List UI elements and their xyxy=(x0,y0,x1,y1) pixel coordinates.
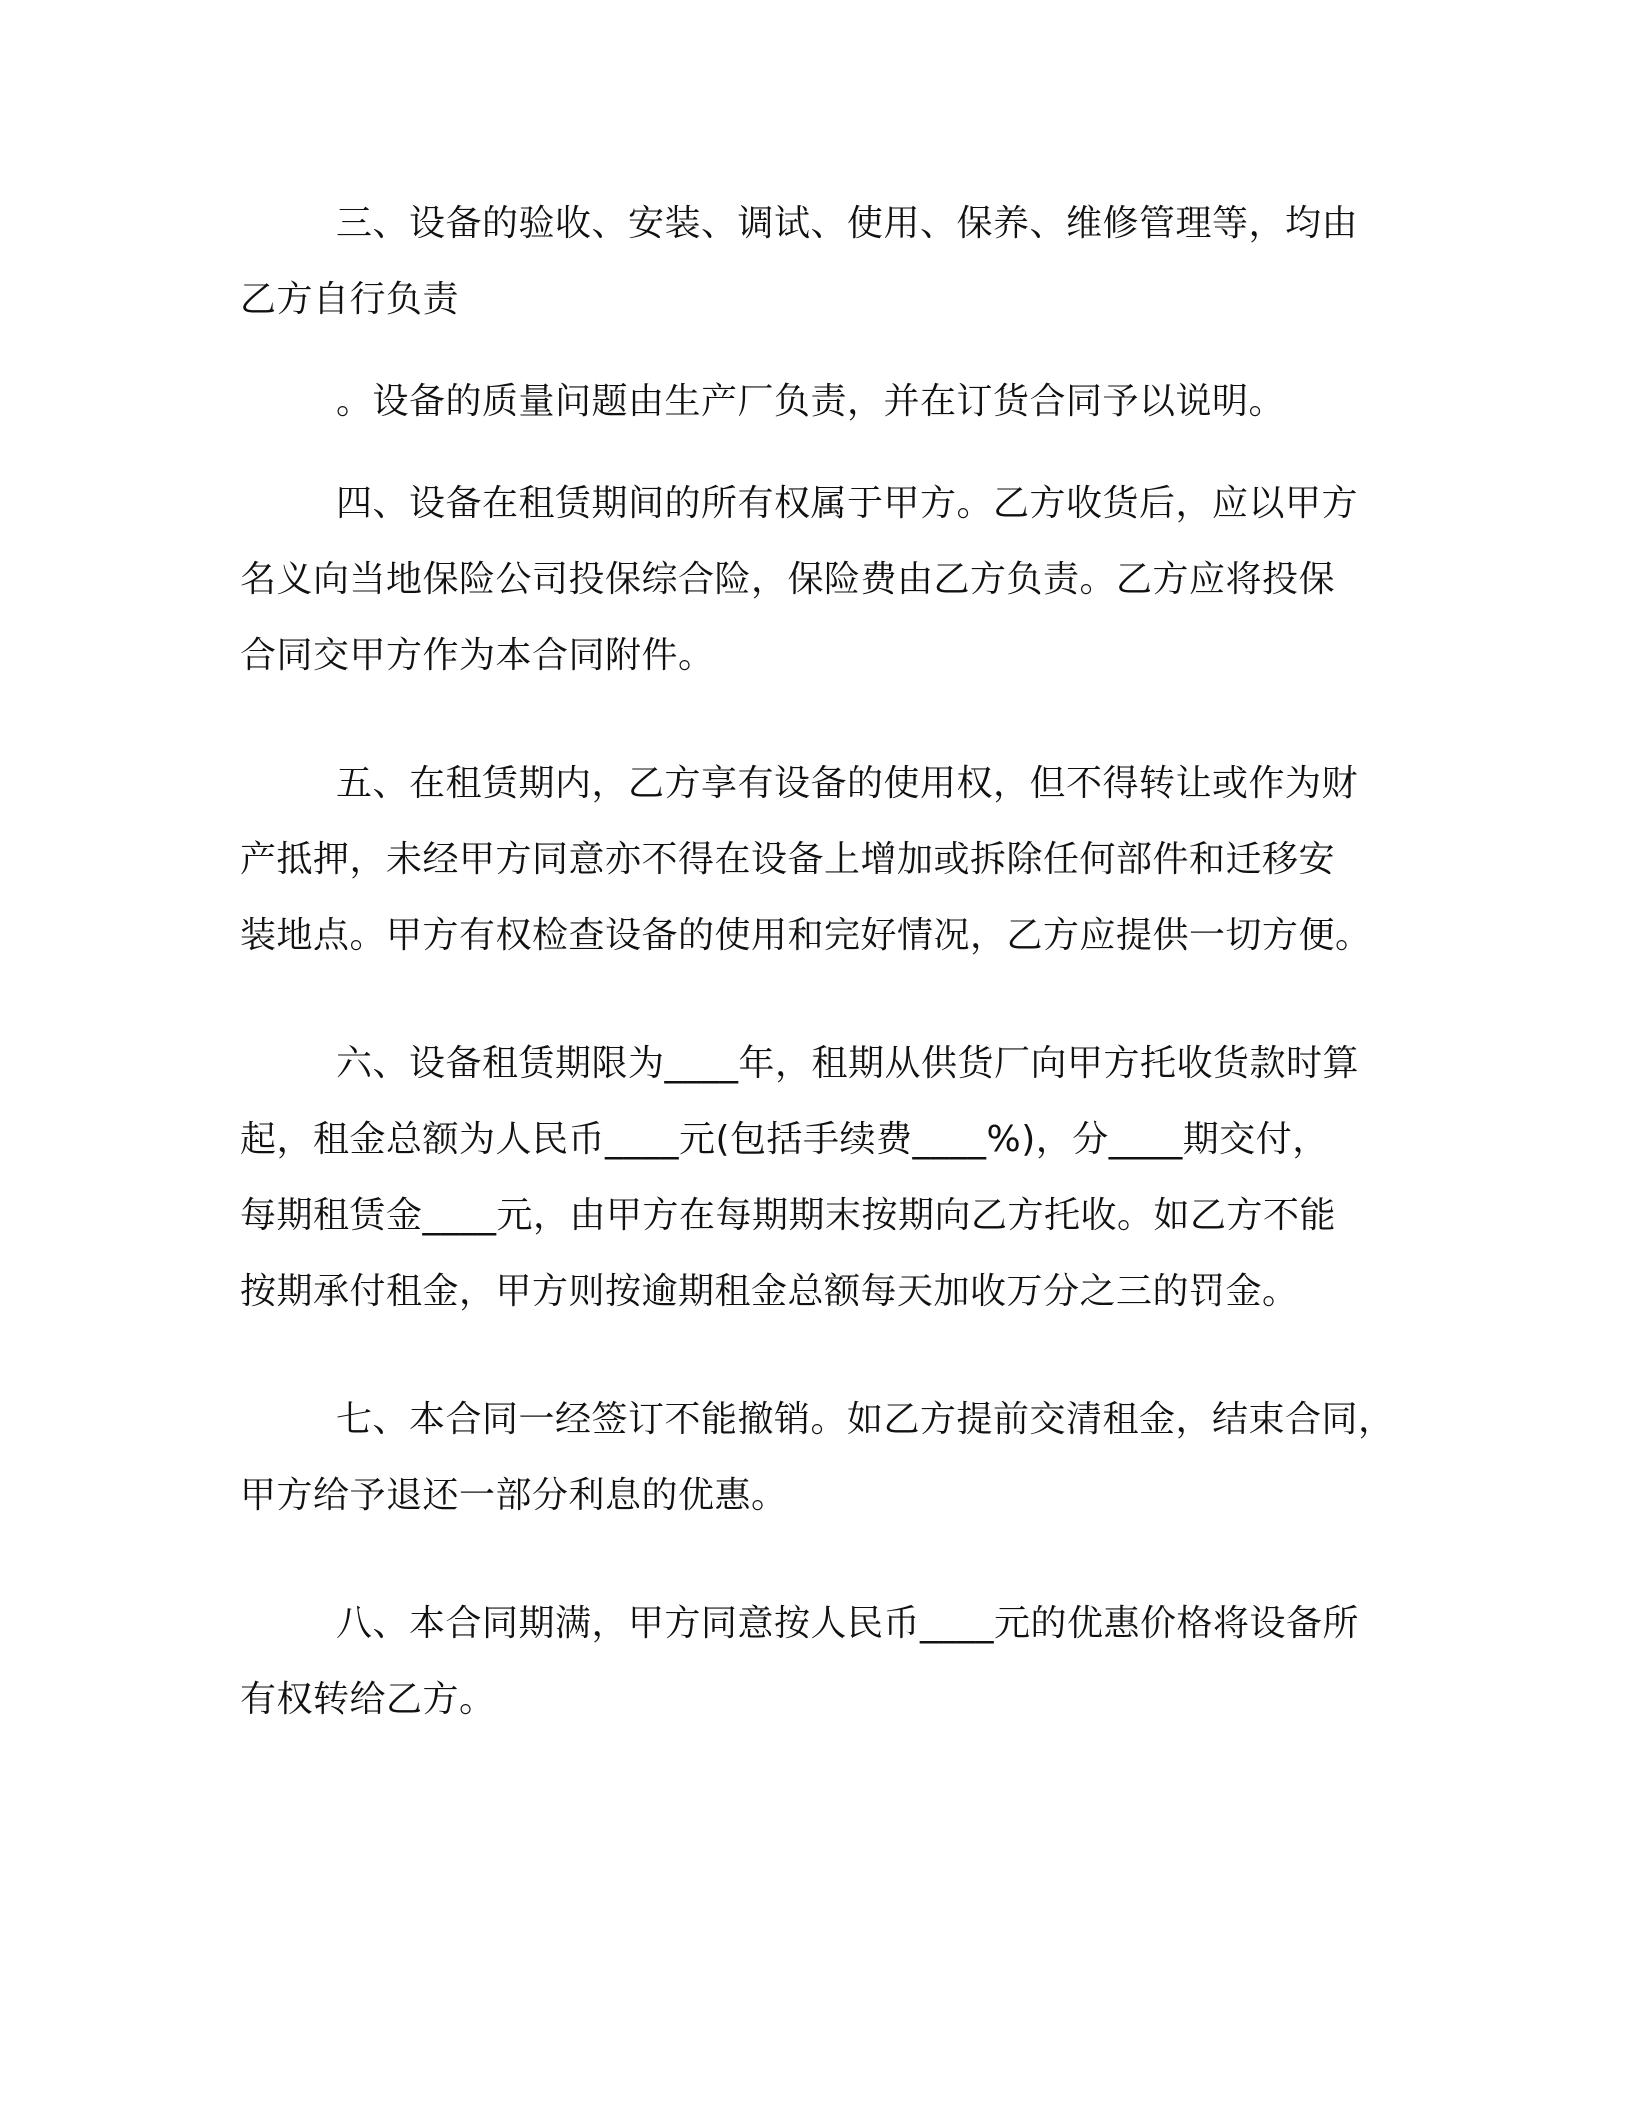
paragraph-line: 每期租赁金____元，由甲方在每期期末按期向乙方托收。如乙方不能 xyxy=(240,1195,1337,1236)
paragraph-8 xyxy=(240,1586,1396,1738)
paragraph-line: 产抵押，未经甲方同意亦不得在设备上增加或拆除任何部件和迁移安 xyxy=(240,839,1336,880)
paragraph-line: 起，租金总额为人民币____元(包括手续费____%)，分____期交付， xyxy=(240,1119,1329,1160)
paragraph-line: 五、在租赁期内，乙方享有设备的使用权，但不得转让或作为财 xyxy=(336,763,1359,804)
paragraph-line: 甲方给予退还一部分利息的优惠。 xyxy=(240,1475,788,1516)
paragraph-line: 合同交甲方作为本合同附件。 xyxy=(240,635,715,676)
paragraph-line: 六、设备租赁期限为____年，租期从供货厂向甲方托收货款时算 xyxy=(336,1043,1360,1084)
paragraph-line: 有权转给乙方。 xyxy=(240,1679,496,1720)
document-body xyxy=(240,186,1396,1738)
paragraph-line: 七、本合同一经签订不能撤销。如乙方提前交清租金，结束合同， xyxy=(336,1399,1395,1440)
paragraph-7 xyxy=(240,1382,1396,1534)
paragraph-line: 八、本合同期满，甲方同意按人民币____元的优惠价格将设备所 xyxy=(336,1603,1360,1644)
paragraph-line: 名义向当地保险公司投保综合险，保险费由乙方负责。乙方应将投保 xyxy=(240,559,1336,600)
paragraph-4 xyxy=(240,466,1396,694)
paragraph-line: 三、设备的验收、安装、调试、使用、保养、维修管理等，均由 xyxy=(336,203,1359,244)
paragraph-3 xyxy=(240,186,1396,338)
paragraph-3-continued xyxy=(240,364,1396,440)
paragraph-line: 四、设备在租赁期间的所有权属于甲方。乙方收货后，应以甲方 xyxy=(336,483,1359,524)
paragraph-line: 按期承付租金，甲方则按逾期租金总额每天加收万分之三的罚金。 xyxy=(240,1271,1299,1312)
paragraph-line: 乙方自行负责 xyxy=(240,279,460,320)
paragraph-line: 装地点。甲方有权检查设备的使用和完好情况，乙方应提供一切方便。 xyxy=(240,915,1372,956)
paragraph-5 xyxy=(240,746,1396,974)
paragraph-6 xyxy=(240,1026,1396,1330)
paragraph-line: 。设备的质量问题由生产厂负责，并在订货合同予以说明。 xyxy=(336,381,1286,422)
